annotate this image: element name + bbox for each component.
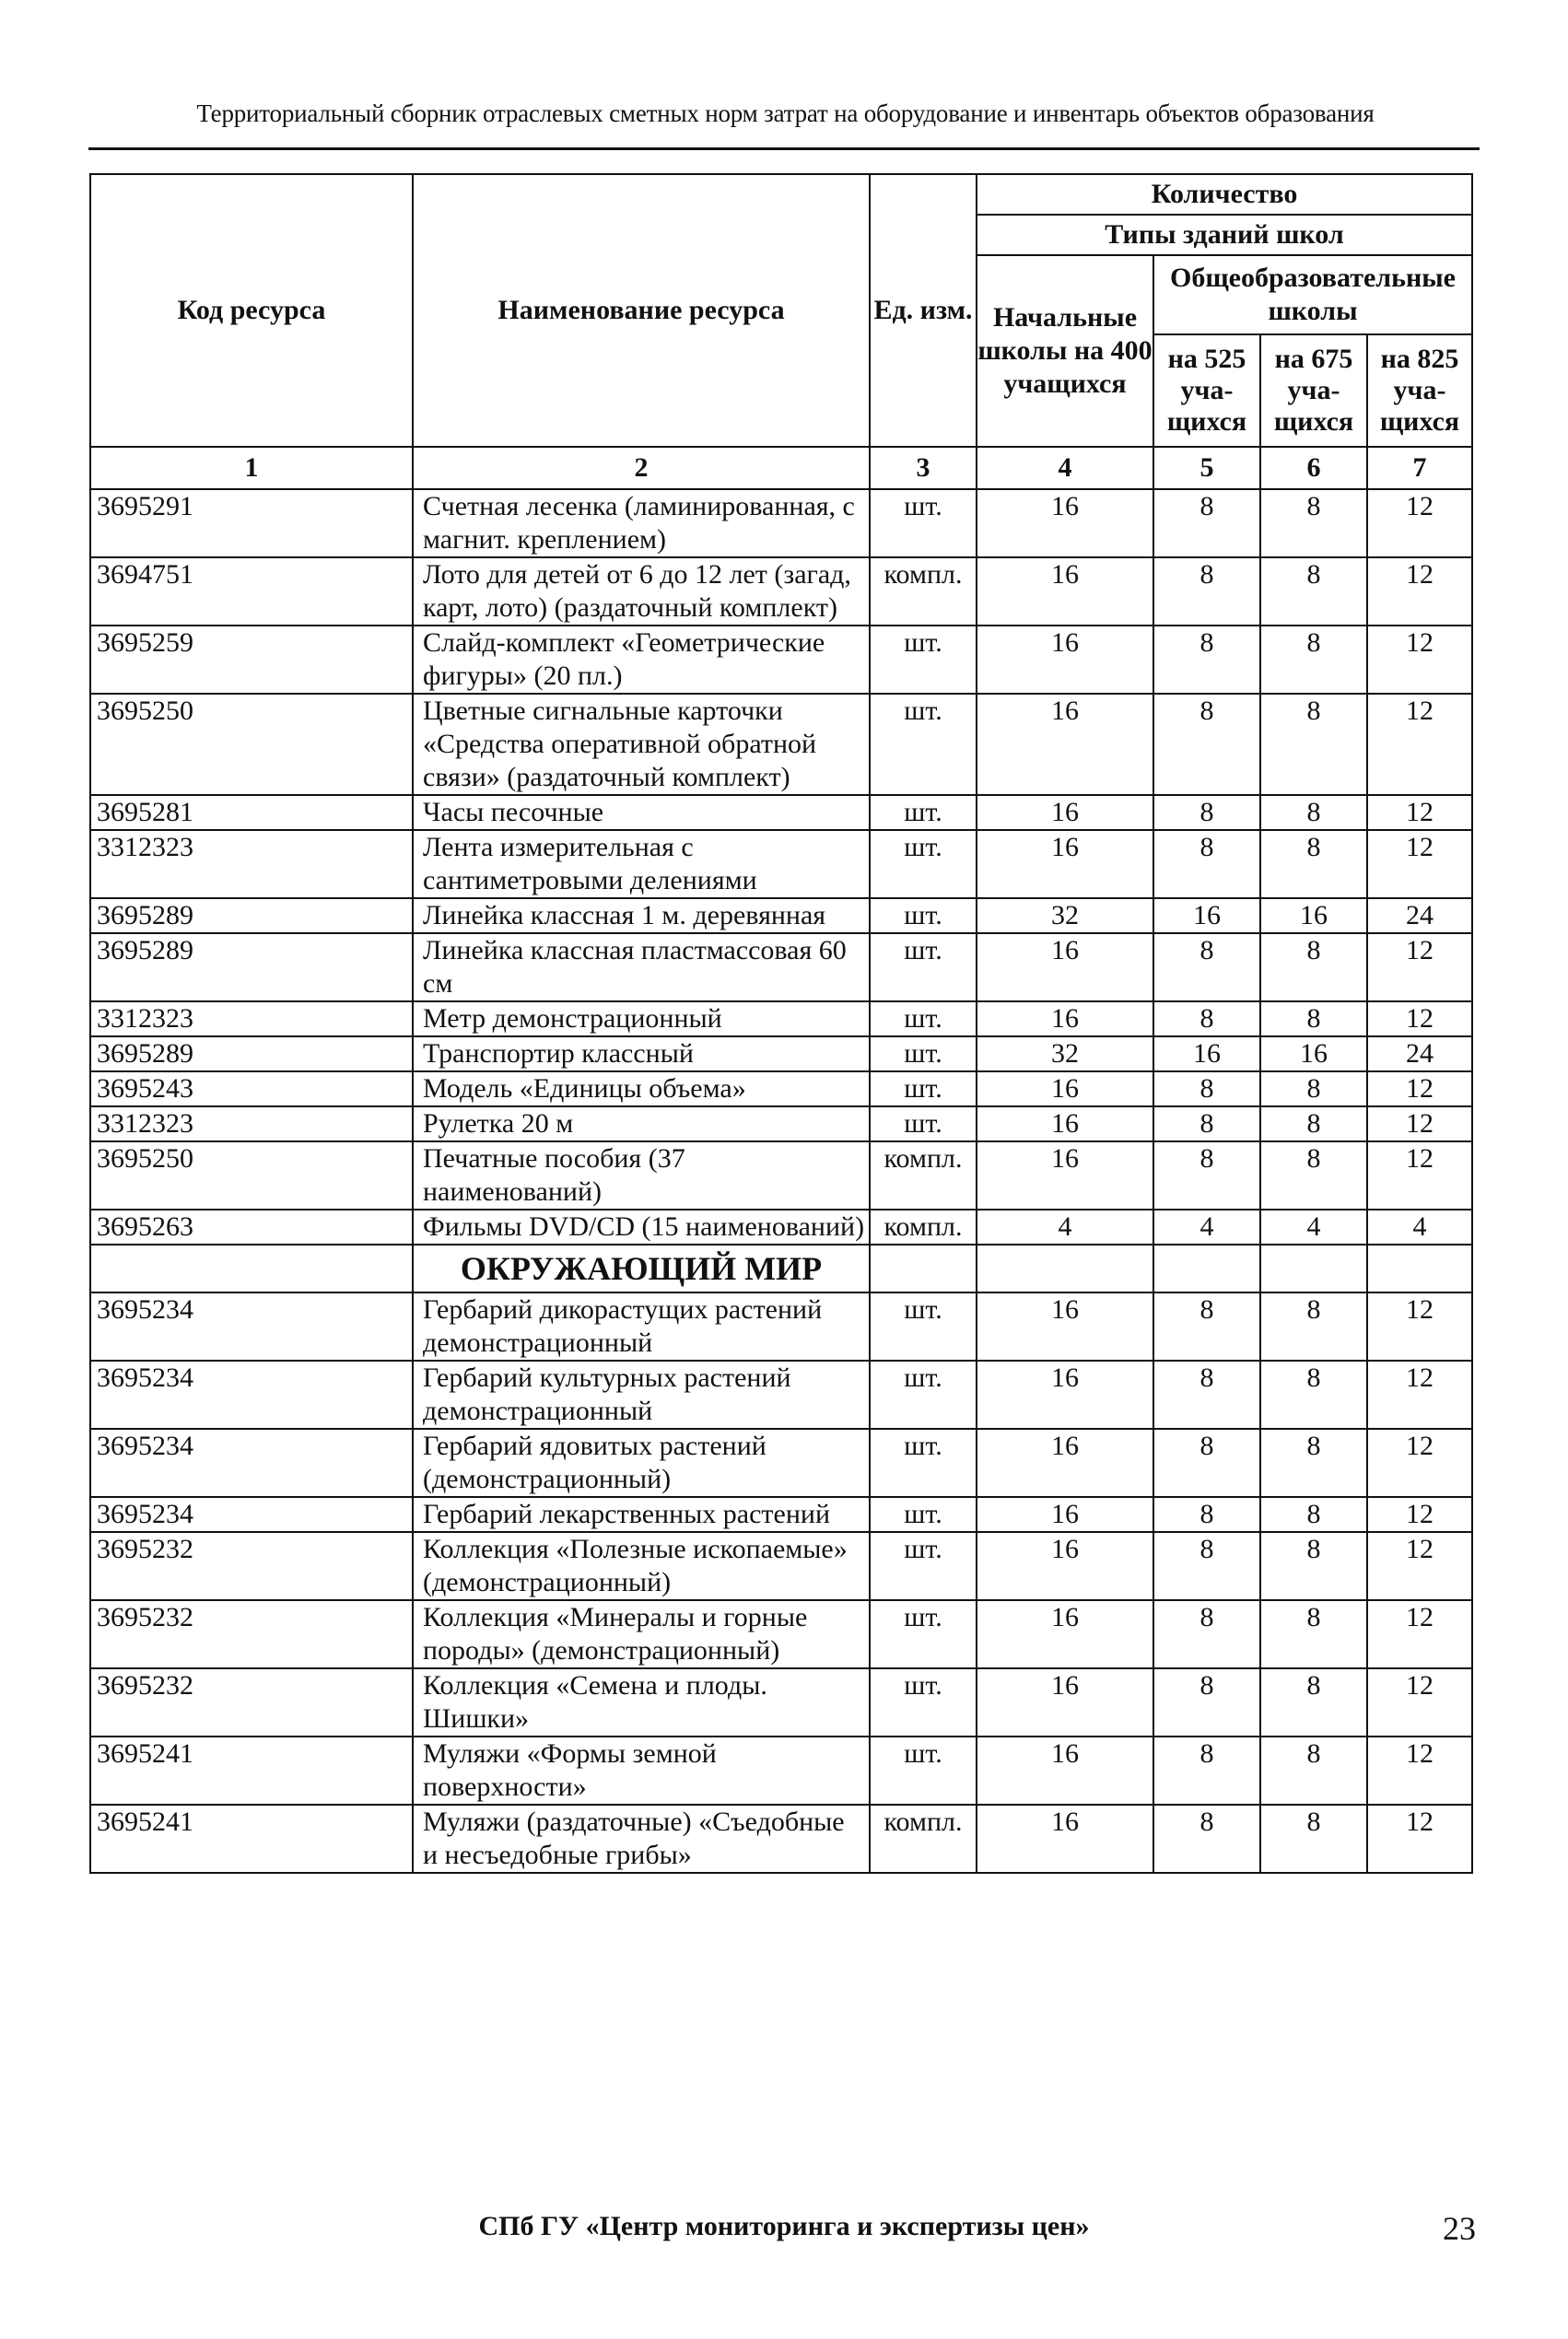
header-rule — [88, 147, 1480, 150]
qty-general-675-cell: 8 — [1260, 1668, 1367, 1737]
unit-cell: шт. — [870, 1036, 977, 1071]
resource-code-cell: 3312323 — [90, 830, 413, 898]
resource-name-cell: Лото для детей от 6 до 12 лет (загад, карт, лото) (раздаточный комплект) — [413, 557, 870, 626]
unit-cell: шт. — [870, 489, 977, 557]
qty-general-675-cell: 8 — [1260, 626, 1367, 694]
column-number: 5 — [1153, 447, 1260, 489]
resource-name-cell: Часы песочные — [413, 795, 870, 830]
table-row — [90, 1361, 1472, 1429]
resource-code-cell: 3695281 — [90, 795, 413, 830]
unit-cell: шт. — [870, 795, 977, 830]
resource-code-cell: 3695250 — [90, 1141, 413, 1210]
table-row — [90, 694, 1472, 795]
qty-primary-400-cell: 16 — [977, 1292, 1153, 1361]
qty-general-675-cell: 8 — [1260, 1532, 1367, 1600]
unit-cell: шт. — [870, 1292, 977, 1361]
qty-general-675-cell: 8 — [1260, 1001, 1367, 1036]
qty-general-825-cell: 12 — [1367, 694, 1472, 795]
resource-code-cell: 3312323 — [90, 1001, 413, 1036]
qty-primary-400-cell: 16 — [977, 1805, 1153, 1873]
qty-primary-400-cell: 16 — [977, 1429, 1153, 1497]
header-capacity-675: на 675 уча-щихся — [1260, 334, 1367, 447]
header-code: Код ресурса — [90, 174, 413, 447]
norms-table — [89, 173, 1473, 1874]
unit-cell: шт. — [870, 933, 977, 1001]
section-empty-cell — [977, 1245, 1153, 1292]
unit-cell: шт. — [870, 1532, 977, 1600]
unit-cell: компл. — [870, 1805, 977, 1873]
resource-name-cell: Коллекция «Минералы и горные породы» (демонстрационный) — [413, 1600, 870, 1668]
resource-name-cell: Счетная лесенка (ламинированная, с магнит. креплением) — [413, 489, 870, 557]
qty-primary-400-cell: 16 — [977, 626, 1153, 694]
qty-general-525-cell: 8 — [1153, 830, 1260, 898]
resource-code-cell: 3695232 — [90, 1532, 413, 1600]
column-number: 2 — [413, 447, 870, 489]
qty-general-825-cell: 12 — [1367, 1141, 1472, 1210]
running-header: Территориальный сборник отраслевых сметных норм затрат на оборудование и инвентарь объектов образования — [196, 99, 1375, 127]
table-row — [90, 1497, 1472, 1532]
resource-name-cell: Фильмы DVD/CD (15 наименований) — [413, 1210, 870, 1245]
unit-cell: шт. — [870, 1106, 977, 1141]
unit-cell: шт. — [870, 898, 977, 933]
table-row — [90, 1429, 1472, 1497]
qty-general-825-cell: 12 — [1367, 1737, 1472, 1805]
table-row — [90, 1141, 1472, 1210]
resource-name-cell: Гербарий культурных растений демонстрационный — [413, 1361, 870, 1429]
resource-code-cell: 3695289 — [90, 933, 413, 1001]
resource-code-cell: 3695234 — [90, 1292, 413, 1361]
qty-primary-400-cell: 16 — [977, 1071, 1153, 1106]
qty-general-525-cell: 8 — [1153, 1071, 1260, 1106]
resource-name-cell: Метр демонстрационный — [413, 1001, 870, 1036]
qty-general-825-cell: 12 — [1367, 1600, 1472, 1668]
column-number-row — [90, 447, 1472, 489]
qty-primary-400-cell: 16 — [977, 933, 1153, 1001]
resource-code-cell: 3312323 — [90, 1106, 413, 1141]
section-empty-cell — [1260, 1245, 1367, 1292]
header-name: Наименование ресурса — [413, 174, 870, 447]
qty-primary-400-cell: 16 — [977, 795, 1153, 830]
resource-code-cell: 3695234 — [90, 1497, 413, 1532]
section-empty-cell — [870, 1245, 977, 1292]
resource-code-cell: 3695241 — [90, 1805, 413, 1873]
table-row — [90, 1001, 1472, 1036]
resource-code-cell: 3695291 — [90, 489, 413, 557]
section-title: ОКРУЖАЮЩИЙ МИР — [413, 1245, 870, 1292]
qty-general-525-cell: 16 — [1153, 898, 1260, 933]
column-number: 4 — [977, 447, 1153, 489]
unit-cell: шт. — [870, 1001, 977, 1036]
resource-name-cell: Гербарий дикорастущих растений демонстрационный — [413, 1292, 870, 1361]
qty-general-675-cell: 8 — [1260, 1600, 1367, 1668]
qty-general-525-cell: 8 — [1153, 557, 1260, 626]
column-number: 6 — [1260, 447, 1367, 489]
qty-general-525-cell: 4 — [1153, 1210, 1260, 1245]
qty-general-675-cell: 8 — [1260, 489, 1367, 557]
qty-general-525-cell: 8 — [1153, 795, 1260, 830]
qty-general-825-cell: 12 — [1367, 1001, 1472, 1036]
qty-primary-400-cell: 16 — [977, 694, 1153, 795]
resource-name-cell: Линейка классная пластмассовая 60 см — [413, 933, 870, 1001]
unit-cell: шт. — [870, 626, 977, 694]
qty-general-675-cell: 8 — [1260, 1497, 1367, 1532]
resource-code-cell: 3695232 — [90, 1668, 413, 1737]
footer-organization: СПб ГУ «Центр мониторинга и экспертизы цен» — [478, 2211, 1090, 2241]
qty-primary-400-cell: 16 — [977, 1361, 1153, 1429]
qty-general-675-cell: 8 — [1260, 1805, 1367, 1873]
unit-cell: шт. — [870, 1361, 977, 1429]
resource-code-cell: 3695232 — [90, 1600, 413, 1668]
column-number: 3 — [870, 447, 977, 489]
section-empty-cell — [1367, 1245, 1472, 1292]
header-unit: Ед. изм. — [870, 174, 977, 447]
qty-primary-400-cell: 16 — [977, 1001, 1153, 1036]
page-number: 23 — [1443, 2210, 1476, 2247]
qty-general-525-cell: 8 — [1153, 1292, 1260, 1361]
qty-general-675-cell: 8 — [1260, 795, 1367, 830]
qty-general-525-cell: 8 — [1153, 1805, 1260, 1873]
table-row — [90, 1805, 1472, 1873]
resource-code-cell: 3695289 — [90, 1036, 413, 1071]
qty-primary-400-cell: 16 — [977, 557, 1153, 626]
qty-primary-400-cell: 16 — [977, 1497, 1153, 1532]
unit-cell: шт. — [870, 1071, 977, 1106]
table-row — [90, 1071, 1472, 1106]
resource-code-cell: 3695234 — [90, 1429, 413, 1497]
resource-name-cell: Рулетка 20 м — [413, 1106, 870, 1141]
qty-primary-400-cell: 32 — [977, 1036, 1153, 1071]
resource-code-cell: 3695234 — [90, 1361, 413, 1429]
qty-general-675-cell: 8 — [1260, 1071, 1367, 1106]
qty-general-825-cell: 12 — [1367, 1106, 1472, 1141]
qty-general-675-cell: 16 — [1260, 898, 1367, 933]
header-school-types: Типы зданий школ — [977, 215, 1472, 255]
qty-general-525-cell: 8 — [1153, 1429, 1260, 1497]
qty-general-675-cell: 8 — [1260, 694, 1367, 795]
qty-general-675-cell: 8 — [1260, 1106, 1367, 1141]
qty-general-525-cell: 8 — [1153, 1737, 1260, 1805]
resource-name-cell: Муляжи «Формы земной поверхности» — [413, 1737, 870, 1805]
qty-general-825-cell: 24 — [1367, 898, 1472, 933]
resource-code-cell: 3695263 — [90, 1210, 413, 1245]
section-empty-cell — [1153, 1245, 1260, 1292]
qty-general-525-cell: 8 — [1153, 1106, 1260, 1141]
qty-primary-400-cell: 16 — [977, 489, 1153, 557]
unit-cell: компл. — [870, 1141, 977, 1210]
qty-general-825-cell: 12 — [1367, 795, 1472, 830]
qty-general-525-cell: 8 — [1153, 489, 1260, 557]
section-header-body — [90, 1245, 1472, 1292]
qty-general-825-cell: 12 — [1367, 1497, 1472, 1532]
qty-general-525-cell: 8 — [1153, 933, 1260, 1001]
qty-general-825-cell: 12 — [1367, 1292, 1472, 1361]
qty-general-825-cell: 12 — [1367, 933, 1472, 1001]
header-general-schools: Общеобразовательные школы — [1153, 255, 1472, 334]
qty-general-525-cell: 8 — [1153, 1497, 1260, 1532]
resource-name-cell: Гербарий ядовитых растений (демонстрационный) — [413, 1429, 870, 1497]
qty-general-675-cell: 8 — [1260, 830, 1367, 898]
qty-primary-400-cell: 16 — [977, 1668, 1153, 1737]
resource-name-cell: Лента измерительная с сантиметровыми делениями — [413, 830, 870, 898]
qty-general-525-cell: 8 — [1153, 1141, 1260, 1210]
unit-cell: компл. — [870, 1210, 977, 1245]
qty-general-525-cell: 8 — [1153, 1600, 1260, 1668]
table-body-section — [90, 1292, 1472, 1873]
resource-name-cell: Слайд-комплект «Геометрические фигуры» (20 пл.) — [413, 626, 870, 694]
table-row — [90, 898, 1472, 933]
resource-code-cell: 3695241 — [90, 1737, 413, 1805]
qty-general-675-cell: 16 — [1260, 1036, 1367, 1071]
table-row — [90, 1532, 1472, 1600]
qty-primary-400-cell: 32 — [977, 898, 1153, 933]
column-number: 1 — [90, 447, 413, 489]
table-row — [90, 626, 1472, 694]
resource-name-cell: Цветные сигнальные карточки «Средства оперативной обратной связи» (раздаточный комплект) — [413, 694, 870, 795]
qty-general-675-cell: 8 — [1260, 1429, 1367, 1497]
qty-general-525-cell: 16 — [1153, 1036, 1260, 1071]
qty-general-525-cell: 8 — [1153, 1361, 1260, 1429]
qty-general-825-cell: 24 — [1367, 1036, 1472, 1071]
table-body-main — [90, 489, 1472, 1245]
resource-name-cell: Муляжи (раздаточные) «Съедобные и несъедобные грибы» — [413, 1805, 870, 1873]
qty-general-825-cell: 4 — [1367, 1210, 1472, 1245]
resource-code-cell: 3694751 — [90, 557, 413, 626]
resource-code-cell: 3695289 — [90, 898, 413, 933]
qty-general-675-cell: 8 — [1260, 1141, 1367, 1210]
qty-general-825-cell: 12 — [1367, 1071, 1472, 1106]
resource-name-cell: Коллекция «Семена и плоды. Шишки» — [413, 1668, 870, 1737]
header-capacity-525: на 525 уча-щихся — [1153, 334, 1260, 447]
resource-name-cell: Печатные пособия (37 наименований) — [413, 1141, 870, 1210]
resource-name-cell: Модель «Единицы объема» — [413, 1071, 870, 1106]
resource-code-cell: 3695250 — [90, 694, 413, 795]
qty-general-675-cell: 8 — [1260, 557, 1367, 626]
qty-primary-400-cell: 4 — [977, 1210, 1153, 1245]
table-row — [90, 795, 1472, 830]
qty-general-525-cell: 8 — [1153, 1668, 1260, 1737]
qty-general-525-cell: 8 — [1153, 1001, 1260, 1036]
table-row — [90, 933, 1472, 1001]
table-row — [90, 489, 1472, 557]
resource-name-cell: Гербарий лекарственных растений — [413, 1497, 870, 1532]
unit-cell: шт. — [870, 1668, 977, 1737]
table-row — [90, 557, 1472, 626]
qty-primary-400-cell: 16 — [977, 1532, 1153, 1600]
table-row — [90, 1600, 1472, 1668]
section-row — [90, 1245, 1472, 1292]
resource-code-cell: 3695259 — [90, 626, 413, 694]
qty-general-825-cell: 12 — [1367, 489, 1472, 557]
qty-general-825-cell: 12 — [1367, 1805, 1472, 1873]
table-row — [90, 1106, 1472, 1141]
resource-code-cell: 3695243 — [90, 1071, 413, 1106]
resource-name-cell: Коллекция «Полезные ископаемые» (демонстрационный) — [413, 1532, 870, 1600]
qty-general-525-cell: 8 — [1153, 694, 1260, 795]
qty-general-675-cell: 8 — [1260, 933, 1367, 1001]
qty-primary-400-cell: 16 — [977, 1141, 1153, 1210]
table-row — [90, 1210, 1472, 1245]
qty-general-675-cell: 4 — [1260, 1210, 1367, 1245]
table-row — [90, 1036, 1472, 1071]
qty-general-825-cell: 12 — [1367, 1361, 1472, 1429]
column-number: 7 — [1367, 447, 1472, 489]
table-row — [90, 1668, 1472, 1737]
qty-primary-400-cell: 16 — [977, 830, 1153, 898]
unit-cell: шт. — [870, 694, 977, 795]
qty-primary-400-cell: 16 — [977, 1737, 1153, 1805]
qty-general-825-cell: 12 — [1367, 830, 1472, 898]
resource-name-cell: Транспортир классный — [413, 1036, 870, 1071]
unit-cell: шт. — [870, 830, 977, 898]
qty-general-825-cell: 12 — [1367, 626, 1472, 694]
section-empty-cell — [90, 1245, 413, 1292]
table-row — [90, 1737, 1472, 1805]
qty-general-825-cell: 12 — [1367, 1429, 1472, 1497]
table-row — [90, 830, 1472, 898]
qty-general-825-cell: 12 — [1367, 1532, 1472, 1600]
resource-name-cell: Линейка классная 1 м. деревянная — [413, 898, 870, 933]
header-primary-schools: Начальные школы на 400 учащихся — [977, 255, 1153, 447]
qty-general-825-cell: 12 — [1367, 557, 1472, 626]
table-row — [90, 1292, 1472, 1361]
qty-general-525-cell: 8 — [1153, 1532, 1260, 1600]
header-quantity: Количество — [977, 174, 1472, 215]
unit-cell: шт. — [870, 1600, 977, 1668]
qty-general-525-cell: 8 — [1153, 626, 1260, 694]
unit-cell: шт. — [870, 1737, 977, 1805]
qty-primary-400-cell: 16 — [977, 1106, 1153, 1141]
qty-general-675-cell: 8 — [1260, 1292, 1367, 1361]
unit-cell: шт. — [870, 1497, 977, 1532]
qty-general-675-cell: 8 — [1260, 1361, 1367, 1429]
header-capacity-825: на 825 уча-щихся — [1367, 334, 1472, 447]
unit-cell: компл. — [870, 557, 977, 626]
unit-cell: шт. — [870, 1429, 977, 1497]
qty-primary-400-cell: 16 — [977, 1600, 1153, 1668]
qty-general-825-cell: 12 — [1367, 1668, 1472, 1737]
qty-general-675-cell: 8 — [1260, 1737, 1367, 1805]
